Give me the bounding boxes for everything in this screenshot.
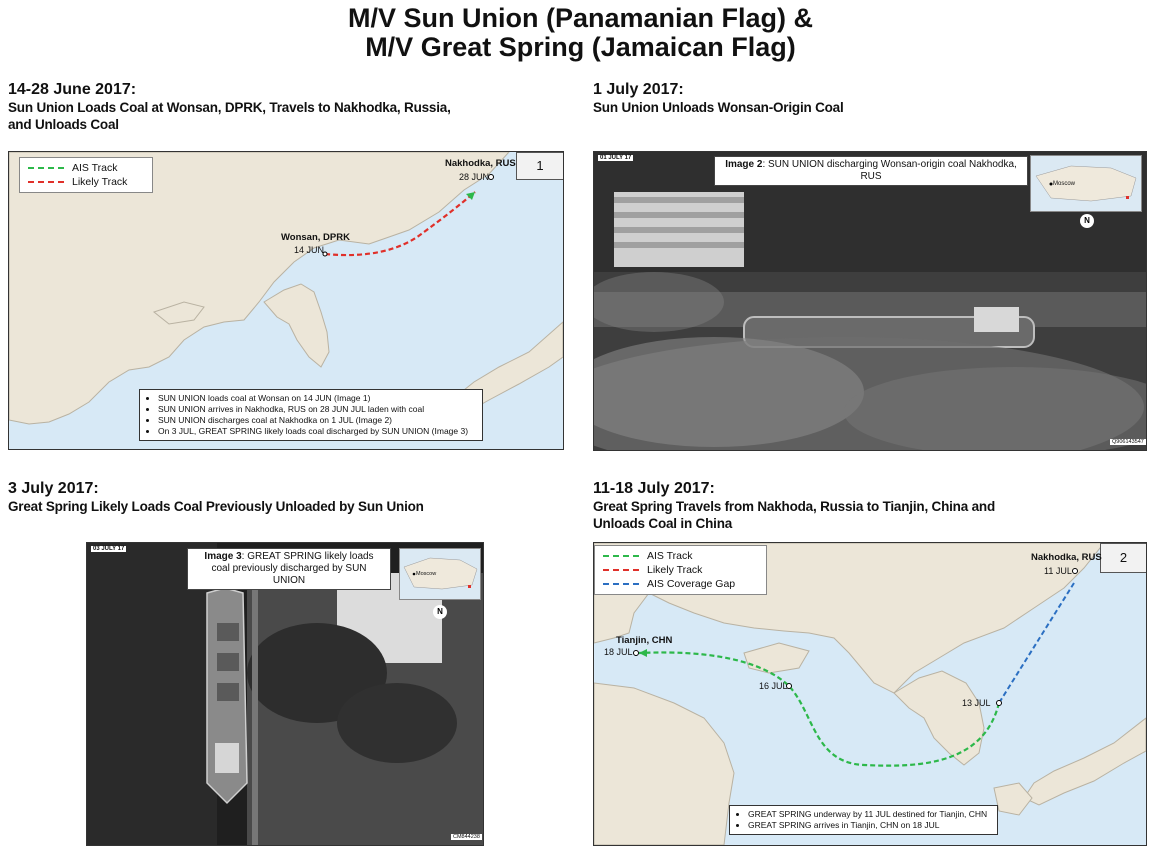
- place-nakhodka: Nakhodka, RUS: [445, 158, 516, 169]
- land-korea: [894, 671, 984, 765]
- legend-item-ais: [28, 161, 144, 175]
- image-2-inset-map: [1030, 155, 1142, 212]
- legend-label-ais: AIS Track: [647, 550, 693, 562]
- likely-track-swatch: [28, 181, 64, 183]
- legend-label-ais: AIS Track: [72, 162, 118, 174]
- title-line-1: M/V Sun Union (Panamanian Flag) &: [347, 3, 814, 33]
- section-4-subtitle-line-2: Unloads Coal in China: [593, 516, 733, 531]
- image-3-caption-bold: Image 3: [204, 551, 242, 562]
- place-nakhodka: Nakhodka, RUS: [1031, 552, 1102, 563]
- image-2-caption-bold: Image 2: [725, 159, 763, 170]
- section-1-date: 14-28 June 2017:: [8, 81, 137, 98]
- image-2-date: 01 JULY 17: [600, 155, 632, 161]
- section-2-subtitle: Sun Union Unloads Wonsan-Origin Coal: [593, 100, 844, 115]
- inset-moscow-label: Moscow: [416, 571, 437, 577]
- land-china-coast: [594, 683, 734, 845]
- image-3-satellite: [86, 542, 484, 846]
- legend-item-likely: [603, 563, 758, 577]
- legend-label-likely: Likely Track: [647, 564, 703, 576]
- section-1-header: [8, 80, 451, 133]
- section-2-header: [593, 80, 844, 116]
- ais-track-swatch: [28, 167, 64, 169]
- map-1-number: 1: [516, 152, 564, 180]
- date-16-jul: 16 JUL: [759, 681, 788, 691]
- date-14-jun: 14 JUN: [294, 245, 325, 255]
- land-japan: [1024, 718, 1146, 805]
- likely-track-swatch: [603, 569, 639, 571]
- land-liaodong: [744, 643, 809, 673]
- map-1-notes: [139, 389, 483, 441]
- section-3-header: [8, 479, 424, 515]
- inset-map-graphic: [1031, 156, 1141, 211]
- nakhodka-marker: [489, 175, 494, 180]
- section-3-subtitle: Great Spring Likely Loads Coal Previously Unloaded by Sun Union: [8, 499, 424, 514]
- section-3-date: 3 July 2017:: [8, 480, 99, 497]
- legend-label-gap: AIS Coverage Gap: [647, 578, 736, 590]
- north-arrow-icon: N: [433, 605, 447, 619]
- section-2-date: 1 July 2017:: [593, 81, 684, 98]
- map-2-note: • GREAT SPRING underway by 11 JUL destined for Tianjin, CHN: [748, 809, 991, 820]
- map-1-legend: [19, 157, 153, 193]
- image-2-code: Q906143547: [1112, 439, 1144, 445]
- place-tianjin: Tianjin, CHN: [616, 635, 673, 646]
- ais-track-arrow: [639, 649, 647, 657]
- date-13-jul: 13 JUL: [962, 698, 991, 708]
- legend-item-ais: [603, 549, 758, 563]
- date-11-jul: 11 JUL: [1044, 566, 1072, 576]
- point-13-jul: [997, 701, 1002, 706]
- map-1-note: • SUN UNION arrives in Nakhodka, RUS on 28 JUN JUL laden with coal: [158, 404, 476, 415]
- date-18-jul: 18 JUL: [604, 647, 633, 657]
- image-2-caption: [714, 156, 1028, 186]
- section-1-subtitle-line-2: and Unloads Coal: [8, 117, 119, 132]
- legend-label-likely: Likely Track: [72, 176, 128, 188]
- inset-map-graphic: [400, 549, 480, 599]
- map-2-number: 2: [1100, 543, 1147, 573]
- section-4-header: [593, 479, 995, 532]
- title-line-2: M/V Great Spring (Jamaican Flag): [365, 32, 796, 62]
- map-2-note: • GREAT SPRING arrives in Tianjin, CHN on 18 JUL: [748, 820, 991, 831]
- nakhodka-marker: [1073, 569, 1078, 574]
- map-2-legend: [594, 545, 767, 595]
- map-1-sun-union-route: [8, 151, 564, 450]
- image-3-inset-map: [399, 548, 481, 600]
- section-4-date: 11-18 July 2017:: [593, 480, 715, 497]
- coverage-gap-swatch: [603, 583, 639, 585]
- map-2-great-spring-route: [593, 542, 1147, 846]
- legend-item-likely: [28, 175, 144, 189]
- land-japan-south: [994, 783, 1032, 815]
- place-wonsan: Wonsan, DPRK: [281, 232, 350, 243]
- map-1-note: • On 3 JUL, GREAT SPRING likely loads coal discharged by SUN UNION (Image 3): [158, 426, 476, 437]
- image-3-caption-text: : GREAT SPRING likely loads coal previously discharged by SUN UNION: [211, 551, 374, 586]
- inset-moscow-label: Moscow: [1053, 181, 1076, 187]
- north-arrow-icon: N: [1080, 214, 1094, 228]
- tianjin-marker: [634, 651, 639, 656]
- image-3-code: CM844238: [453, 834, 480, 840]
- map-1-note: • SUN UNION discharges coal at Nakhodka on 1 JUL (Image 2): [158, 415, 476, 426]
- image-3-caption: [187, 548, 391, 590]
- likely-track-arrow: [466, 192, 475, 200]
- ais-track-swatch: [603, 555, 639, 557]
- land-korea: [264, 284, 329, 367]
- image-2-satellite: [593, 151, 1147, 451]
- image-3-date: 03 JULY 17: [93, 546, 125, 552]
- section-1-subtitle-line-1: Sun Union Loads Coal at Wonsan, DPRK, Travels to Nakhodka, Russia,: [8, 100, 451, 115]
- image-2-caption-text: : SUN UNION discharging Wonsan-origin coal Nakhodka, RUS: [762, 159, 1017, 182]
- map-2-notes: [729, 805, 998, 835]
- date-28-jun: 28 JUN: [459, 172, 490, 182]
- legend-item-gap: [603, 577, 758, 591]
- page-title: [0, 4, 1161, 62]
- section-4-subtitle-line-1: Great Spring Travels from Nakhoda, Russia to Tianjin, China and: [593, 499, 995, 514]
- map-1-note: • SUN UNION loads coal at Wonsan on 14 JUN (Image 1): [158, 393, 476, 404]
